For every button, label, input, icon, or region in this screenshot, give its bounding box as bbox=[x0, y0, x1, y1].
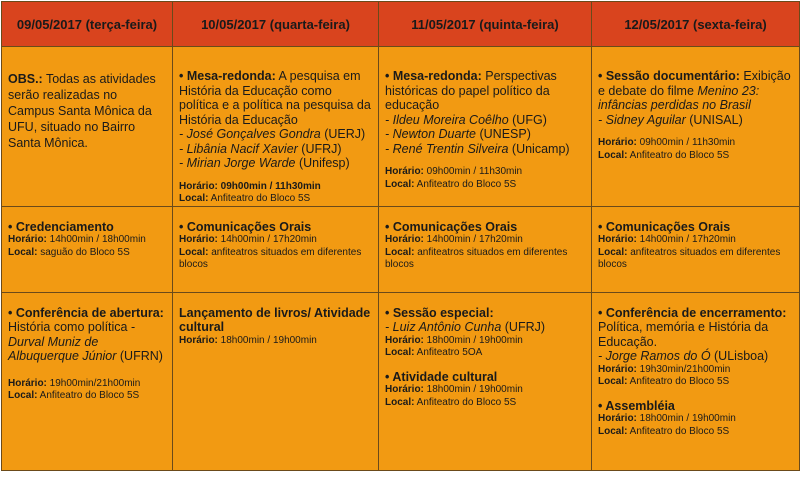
speaker-inst: (UFRN) bbox=[116, 349, 163, 363]
local-value: Anfiteatro do Bloco 5S bbox=[414, 178, 517, 190]
event-title: • Credenciamento bbox=[8, 219, 114, 234]
local-label: Local: bbox=[385, 396, 415, 408]
horario-value: 18h00min / 19h00min bbox=[217, 334, 317, 346]
local-label: Local: bbox=[598, 376, 628, 387]
event-title: • Comunicações Orais bbox=[598, 219, 731, 234]
header-day-2: 10/05/2017 (quarta-feira) bbox=[173, 2, 379, 47]
speaker-inst: (UFG) bbox=[508, 112, 547, 127]
cell-comunicacoes-1 bbox=[173, 206, 379, 292]
cell-conferencia-abertura bbox=[2, 292, 173, 470]
local-value: Anfiteatro do Bloco 5S bbox=[208, 193, 311, 204]
horario-label: Horário: bbox=[385, 334, 424, 346]
speaker-name: Durval Muniz de Albuquerque Júnior bbox=[8, 334, 117, 363]
cell-obs bbox=[2, 47, 173, 207]
local-label: Local: bbox=[598, 246, 628, 258]
header-day-4: 12/05/2017 (sexta-feira) bbox=[592, 2, 800, 47]
speaker-name: - Jorge Ramos do Ó bbox=[598, 349, 711, 363]
horario-label: Horário: bbox=[8, 377, 47, 389]
horario-value: 18h00min / 19h00min bbox=[423, 334, 523, 346]
horario-label: Horário: bbox=[598, 363, 637, 375]
event-title: • Sessão especial: bbox=[385, 305, 494, 320]
horario-label: Horário: bbox=[179, 234, 218, 245]
speaker-inst: (Unifesp) bbox=[295, 156, 350, 170]
local-label: Local: bbox=[8, 246, 38, 258]
speaker-inst: (UFRJ) bbox=[501, 320, 546, 334]
cell-comunicacoes-3 bbox=[592, 206, 800, 292]
horario-value: 18h00min / 19h00min bbox=[636, 413, 736, 424]
horario-label: Horário: bbox=[8, 234, 47, 245]
horario-value: 19h00min/21h00min bbox=[46, 377, 141, 389]
schedule-table bbox=[1, 1, 800, 471]
local-label: Local: bbox=[598, 425, 628, 437]
obs-label: OBS.: bbox=[8, 72, 43, 86]
cell-credenciamento bbox=[2, 206, 173, 292]
speaker-name: - Newton Duarte bbox=[385, 127, 477, 141]
event-title: • Mesa-redonda: bbox=[385, 69, 482, 83]
local-value: Anfiteatro do Bloco 5S bbox=[37, 390, 140, 401]
local-value: Anfiteatro 5OA bbox=[414, 347, 483, 358]
speaker-name: - René Trentin Silveira bbox=[385, 141, 509, 156]
horario-value: 14h00min / 18h00min bbox=[46, 234, 146, 245]
film-title: Menino 23: infâncias perdidas no Brasil bbox=[598, 83, 760, 112]
event-text: História como política - bbox=[8, 320, 136, 334]
event-title: • Comunicações Orais bbox=[385, 219, 518, 234]
event-title: • Comunicações Orais bbox=[179, 219, 312, 234]
event-text: A pesquisa em História da Educação como política e a política na pesquisa da História da Educação bbox=[179, 69, 371, 127]
horario-value: 14h00min / 17h20min bbox=[217, 234, 317, 245]
speaker-inst: (UFRJ) bbox=[297, 141, 342, 156]
cell-sessao-especial bbox=[379, 292, 592, 470]
event-title-2: • Atividade cultural bbox=[385, 369, 498, 384]
cell-comunicacoes-2 bbox=[379, 206, 592, 292]
afternoon-row bbox=[2, 206, 800, 292]
horario-label: Horário: bbox=[598, 137, 637, 148]
local-value: Anfiteatro do Bloco 5S bbox=[627, 425, 730, 437]
local-label: Local: bbox=[598, 149, 628, 161]
speaker-name: - Libânia Nacif Xavier bbox=[179, 141, 298, 156]
morning-row bbox=[2, 47, 800, 207]
local-value: anfiteatros situados em diferentes blocos bbox=[385, 246, 568, 270]
header-row bbox=[2, 2, 800, 47]
obs-text: Todas as atividades serão realizadas no Campus Santa Mônica da UFU, situado no Bairro Santa Mônica. bbox=[8, 72, 156, 150]
event-title-2: • Assembléia bbox=[598, 398, 675, 413]
local-value: anfiteatros situados em diferentes blocos bbox=[598, 246, 781, 270]
horario-value: 14h00min / 17h20min bbox=[636, 234, 736, 245]
horario-value: 18h00min / 19h00min bbox=[423, 384, 523, 395]
speaker-inst: (UNESP) bbox=[476, 127, 531, 141]
horario-value: 14h00min / 17h20min bbox=[423, 234, 523, 245]
cell-sessao-documentario bbox=[592, 47, 800, 207]
local-value: Anfiteatro do Bloco 5S bbox=[414, 396, 517, 408]
horario-label: Horário: bbox=[385, 384, 424, 395]
local-value: anfiteatros situados em diferentes blocos bbox=[179, 246, 362, 270]
speaker-inst: (Unicamp) bbox=[508, 141, 570, 156]
speaker-name: - Sidney Aguilar bbox=[598, 112, 686, 127]
horario-label: Horário: bbox=[179, 180, 218, 192]
event-text: Exibição e debate do filme bbox=[598, 69, 791, 98]
horario-value: 09h00min / 11h30min bbox=[636, 137, 736, 148]
speaker-name: - José Gonçalves Gondra bbox=[179, 127, 321, 141]
event-title: • Sessão documentário: bbox=[598, 69, 740, 83]
local-label: Local: bbox=[385, 178, 415, 190]
local-label: Local: bbox=[179, 246, 209, 258]
event-title: • Conferência de encerramento: bbox=[598, 305, 787, 320]
cell-mesa-redonda-2 bbox=[379, 47, 592, 207]
horario-label: Horário: bbox=[385, 234, 424, 245]
horario-label: Horário: bbox=[385, 166, 424, 177]
local-value: saguão do Bloco 5S bbox=[37, 246, 130, 258]
event-title: • Conferência de abertura: bbox=[8, 305, 164, 320]
local-label: Local: bbox=[8, 390, 38, 401]
event-title: Lançamento de livros/ Atividade cultural bbox=[179, 305, 371, 334]
horario-value: 09h00min / 11h30min bbox=[217, 180, 321, 192]
speaker-name: - Luiz Antônio Cunha bbox=[385, 320, 502, 334]
header-day-3: 11/05/2017 (quinta-feira) bbox=[379, 2, 592, 47]
evening-row bbox=[2, 292, 800, 470]
speaker-name: - Ildeu Moreira Coêlho bbox=[385, 112, 509, 127]
cell-lancamento-livros bbox=[173, 292, 379, 470]
local-value: Anfiteatro do Bloco 5S bbox=[627, 149, 730, 161]
event-text: Perspectivas históricas do papel político da educação bbox=[385, 69, 557, 112]
horario-value: 09h00min / 11h30min bbox=[423, 166, 523, 177]
speaker-inst: (UERJ) bbox=[320, 127, 366, 141]
speaker-name: - Mirian Jorge Warde bbox=[179, 156, 296, 170]
speaker-inst: (ULisboa) bbox=[710, 349, 769, 363]
header-day-1: 09/05/2017 (terça-feira) bbox=[2, 2, 173, 47]
local-value: Anfiteatro do Bloco 5S bbox=[627, 376, 730, 387]
local-label: Local: bbox=[385, 347, 415, 358]
cell-conferencia-encerramento bbox=[592, 292, 800, 470]
horario-label: Horário: bbox=[179, 334, 218, 346]
speaker-inst: (UNISAL) bbox=[685, 112, 743, 127]
cell-mesa-redonda-1 bbox=[173, 47, 379, 207]
local-label: Local: bbox=[385, 246, 415, 258]
horario-value: 19h30min/21h00min bbox=[636, 363, 731, 375]
event-text: Política, memória e História da Educação. bbox=[598, 320, 769, 349]
event-title: • Mesa-redonda: bbox=[179, 69, 276, 83]
horario-label: Horário: bbox=[598, 234, 637, 245]
horario-label: Horário: bbox=[598, 413, 637, 424]
local-label: Local: bbox=[179, 193, 209, 204]
